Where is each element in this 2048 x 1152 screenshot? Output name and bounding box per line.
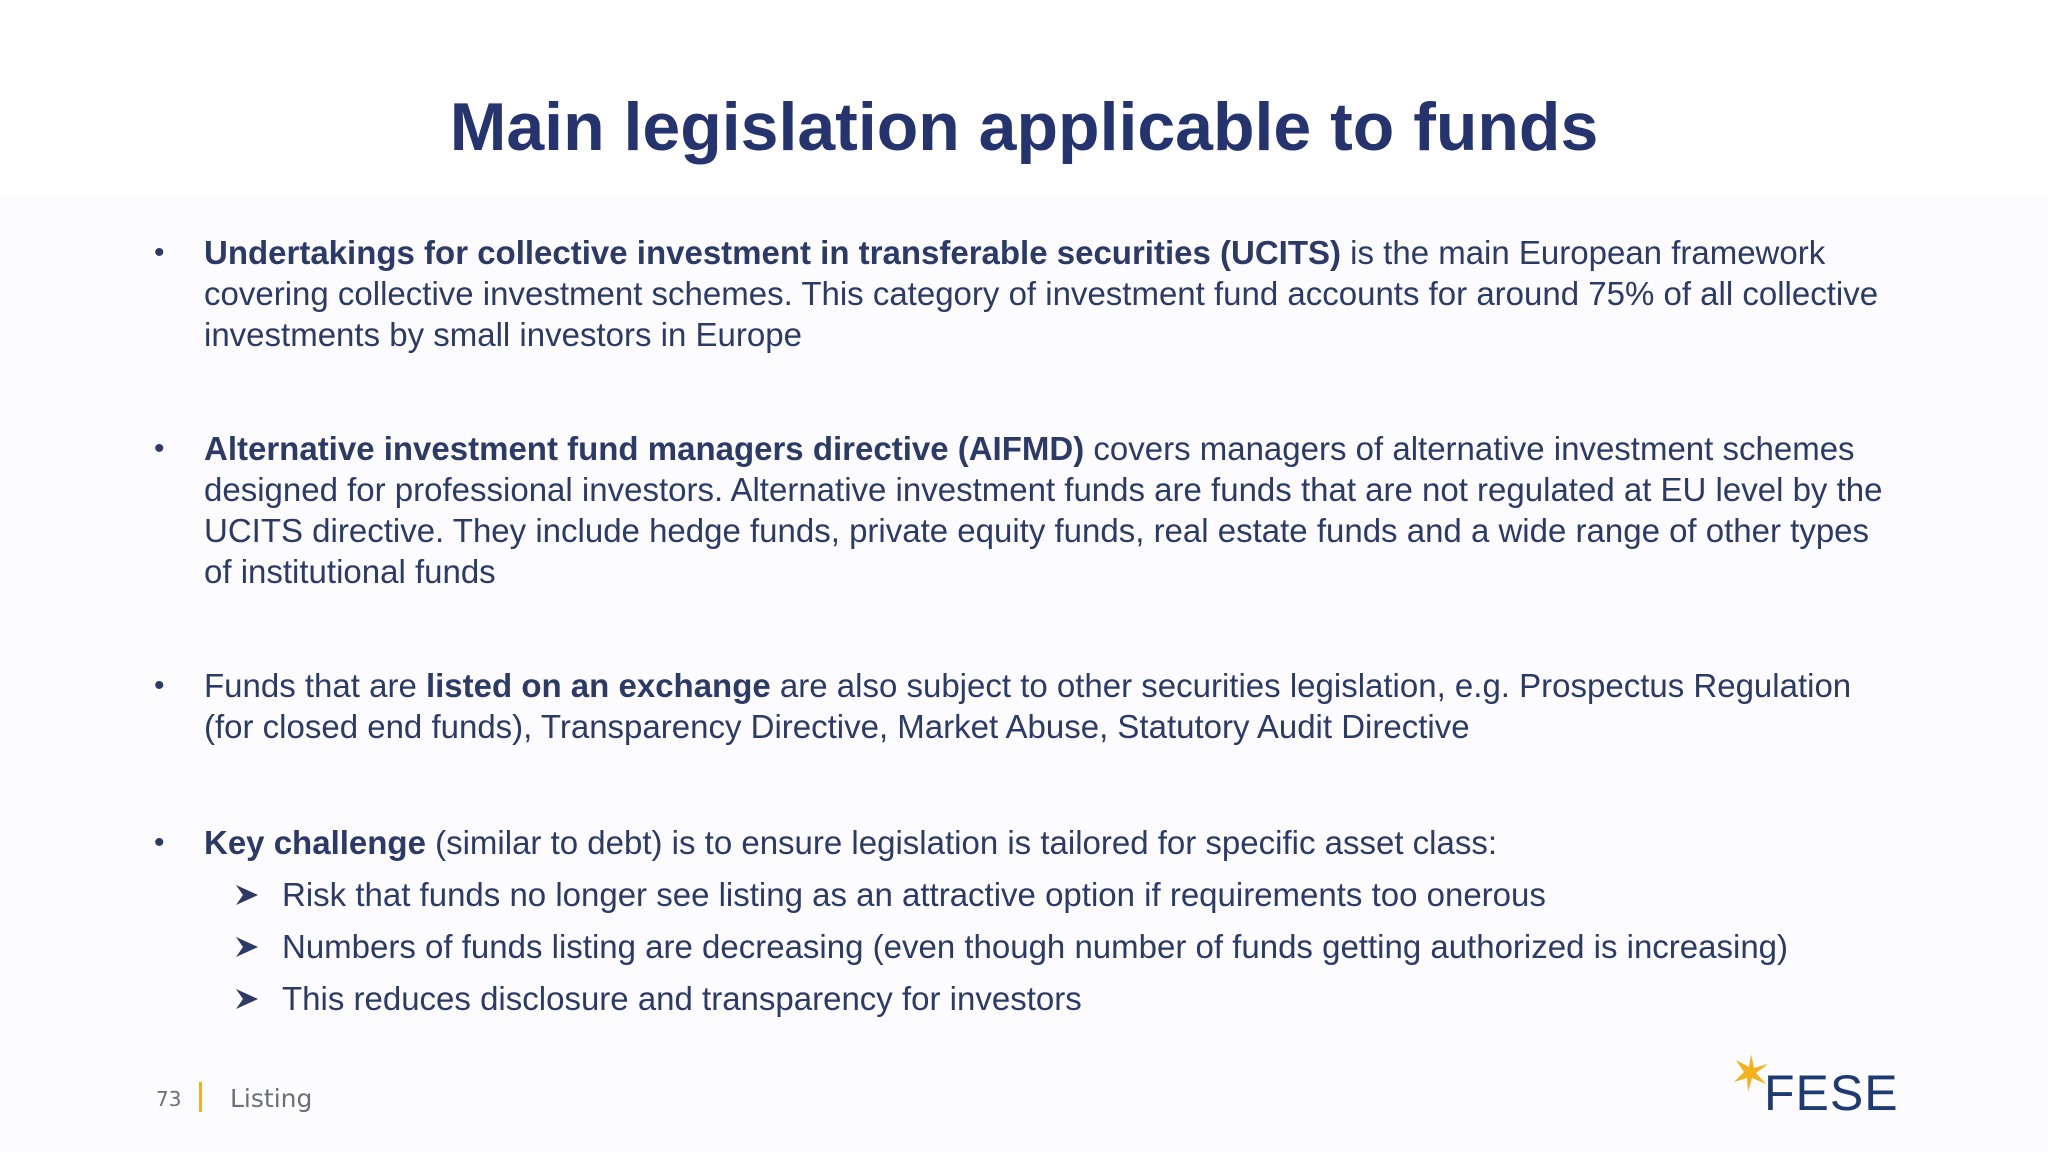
bullet-glyph: • xyxy=(154,826,165,859)
bullet-bold-term: Key challenge xyxy=(204,824,426,861)
bullet-text xyxy=(204,232,1904,355)
sub-bullet-text: This reduces disclosure and transparency for investors xyxy=(282,980,1082,1017)
logo-wordmark: FESE xyxy=(1764,1065,1899,1121)
bullet-glyph: • xyxy=(154,432,165,465)
bullet-body: covers managers of alternative investment schemes designed for professional investors. Alternative investment funds are funds that are not regulated at EU level by the UCITS directive. They include hedge funds, private equity funds, real estate funds and a wide range of other types of institutional funds xyxy=(204,430,1883,590)
footer-section-label: Listing xyxy=(230,1084,313,1113)
bullet-bold-term: listed on an exchange xyxy=(425,667,771,704)
page-number: 73 xyxy=(156,1087,182,1111)
bullet-bold-term: Undertakings for collective investment in transferable securities (UCITS) xyxy=(204,234,1341,271)
page-title: Main legislation applicable to funds xyxy=(449,89,1599,165)
bullet-lead: Funds that are xyxy=(204,667,426,704)
arrowhead-icon xyxy=(234,882,260,908)
bullet-body: are also subject to other securities legislation, e.g. Prospectus Regulation (for closed end funds), Transparency Directive, Market Abuse, Statutory Audit Directive xyxy=(204,667,1852,745)
arrowhead-icon xyxy=(234,934,260,960)
fese-logo xyxy=(1728,1050,1912,1121)
footer-divider xyxy=(199,1082,202,1112)
bullet-bold-term: Alternative investment fund managers directive (AIFMD) xyxy=(204,430,1085,467)
bullet-glyph: • xyxy=(154,236,165,269)
sub-bullet-text: Risk that funds no longer see listing as an attractive option if requirements too onerous xyxy=(282,876,1546,913)
bullet-ucits xyxy=(154,232,1894,358)
sub-bullet xyxy=(234,874,1914,920)
sub-bullet xyxy=(234,926,1914,972)
bullet-body: (similar to debt) is to ensure legislation is tailored for specific asset class: xyxy=(425,824,1498,861)
bullet-glyph: • xyxy=(154,669,165,702)
sub-bullet xyxy=(234,978,1914,1024)
bullet-aifmd xyxy=(154,428,1894,596)
bullet-text xyxy=(204,428,1904,592)
bullet-key-challenge xyxy=(154,822,1894,866)
bullet-body: is the main European framework covering collective investment schemes. This category of investment fund accounts for around 75% of all collective investments by small investors in Europe xyxy=(204,234,1879,353)
bullet-text xyxy=(204,822,1904,863)
sub-bullet-text: Numbers of funds listing are decreasing (even though number of funds getting authorized is increasing) xyxy=(282,928,1789,965)
arrowhead-icon xyxy=(234,986,260,1012)
bullet-text xyxy=(204,665,1904,747)
bullet-listed-funds xyxy=(154,665,1894,751)
